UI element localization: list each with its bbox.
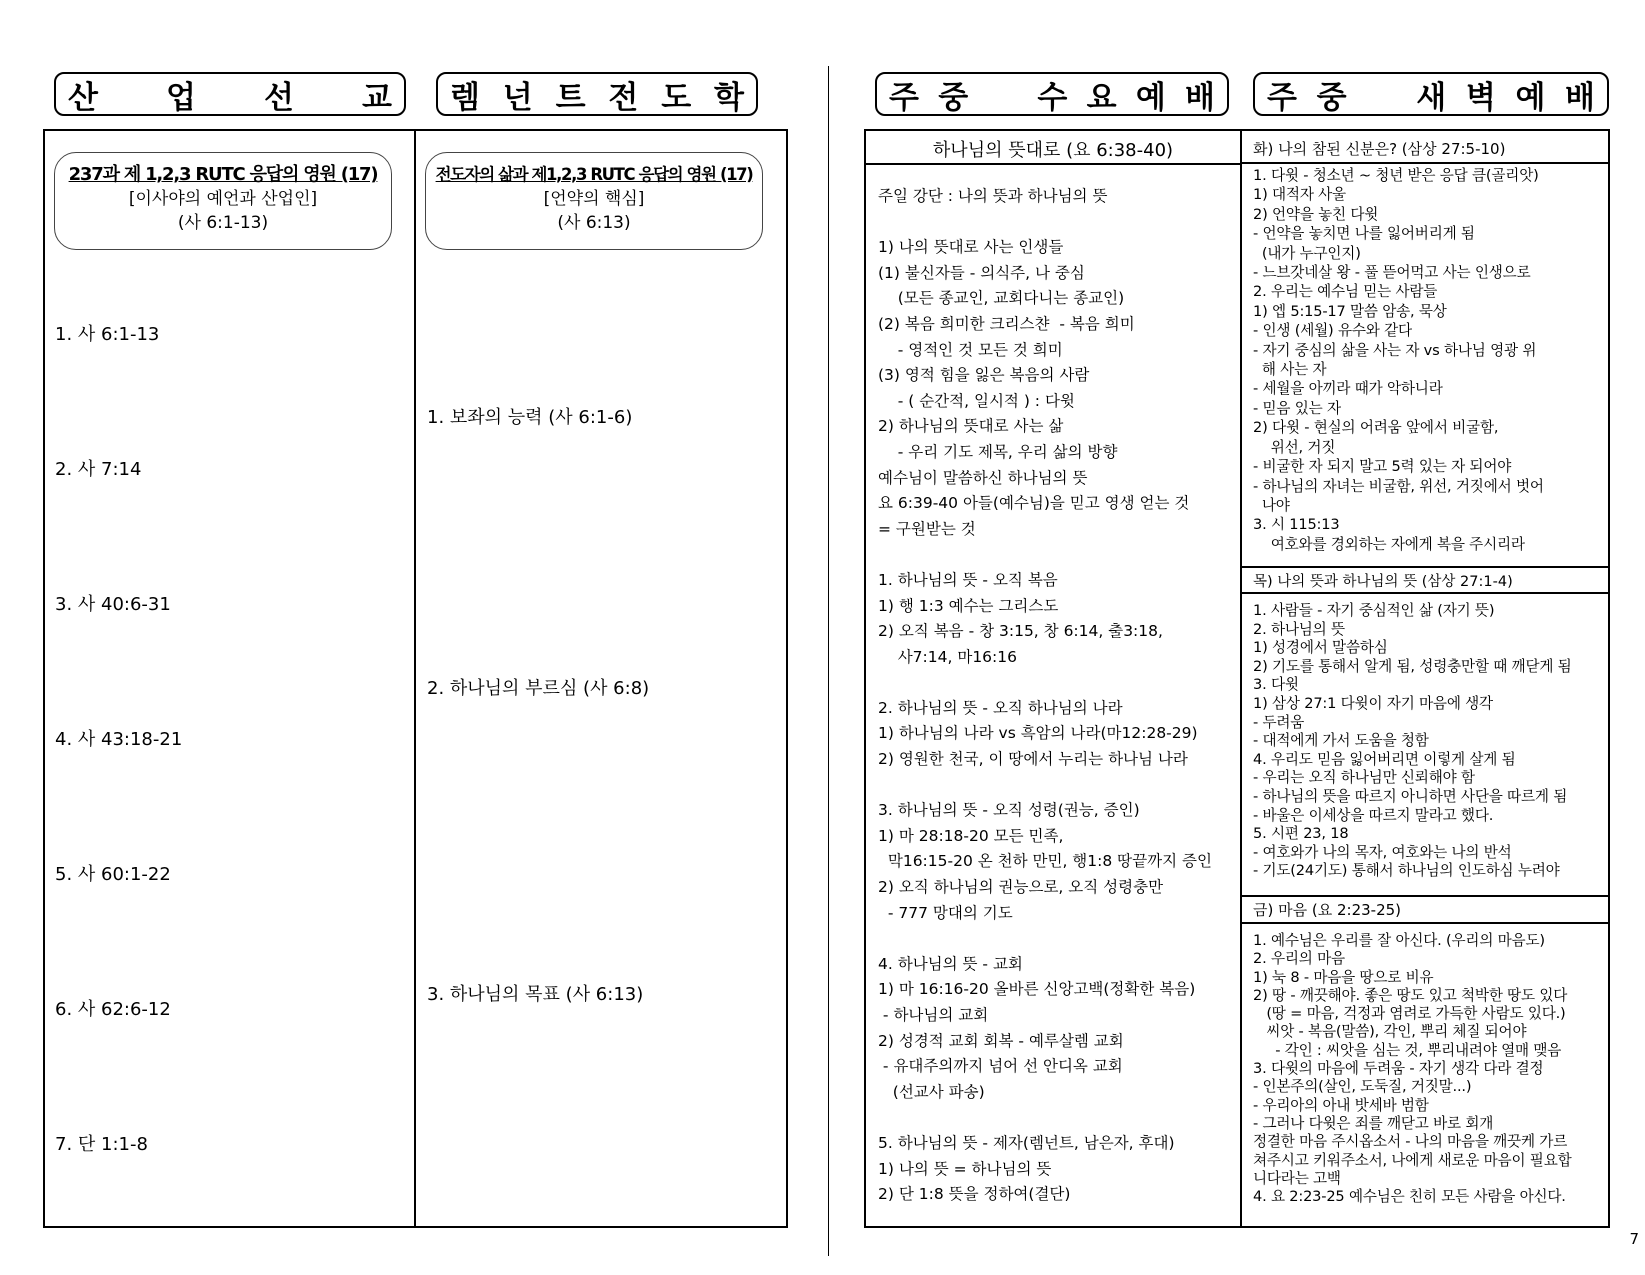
friday-heading: 금) 마음 (요 2:23-25) xyxy=(1253,901,1402,919)
header-remnant-evangelism xyxy=(436,72,758,116)
col1-card-subtitle: [이사야의 예언과 산업인] xyxy=(128,189,318,209)
header-char: 산 xyxy=(68,79,98,116)
friday-body: 1. 예수님은 우리를 잘 아신다. (우리의 마음도) 2. 우리의 마음 1) 눅 8 - 마음을 땅으로 비유 2) 땅 - 깨끗해야. 좋은 땅도 있고 척박한 땅도 있다 (땅 = 마음, 걱정과 염려로 가득한 사람도 있다.) 씨앗 - 복음(말씀), 각인, 뿌리 체질 되어야 - 각인 : 씨앗을 심는 것, 뿌리내려야 열매 맺음 3. 다윗의 마음에 두려움 - 자기 생각 다라 결정 - 인본주의(살인, 도둑질, 거짓말...) - 우리아의 아내 밧세바 범함 - 그러나 다윗은 죄를 깨닫고 바로 회개 정결한 마음 주시옵소서 - 나의 마음을 깨끗케 가르 쳐주시고 키워주소서, 나에게 새로운 마음이 필요합 니다라는 고백 4. 요 2:23-25 예수님은 친히 모든 사람을 아신다. xyxy=(1253,932,1572,1206)
header-char: 전 xyxy=(608,79,639,116)
header-char: 넌 xyxy=(502,79,533,116)
header-char: 벽 xyxy=(1465,79,1496,116)
col1-item: 4. 사 43:18-21 xyxy=(55,729,183,750)
col2-item: 1. 보좌의 능력 (사 6:1-6) xyxy=(427,407,633,428)
tuesday-heading: 화) 나의 참된 신분은? (삼상 27:5-10) xyxy=(1253,140,1506,158)
header-char: 중 xyxy=(938,79,969,116)
col1-card-title: 237과 제 1,2,3 RUTC 응답의 영원 (17) xyxy=(68,164,378,185)
col2-card-reference: (사 6:13) xyxy=(557,213,631,233)
col3-body: 주일 강단 : 나의 뜻과 하나님의 뜻 1) 나의 뜻대로 사는 인생들 (1) 불신자들 - 의식주, 나 중심 (모든 종교인, 교회다니는 종교인) (2) 복음 희미한 크리스챤 - 복음 희미 - 영적인 것 모든 것 희미 (3) 영적 힘을 잃은 복음의 사람 - ( 순간적, 일시적 ) : 다윗 2) 하나님의 뜻대로 사는 삶 - 우리 기도 제목, 우리 삶의 방향 예수님이 말씀하신 하나님의 뜻 요 6:39-40 아들(예수님)을 믿고 영생 얻는 것 = 구원받는 것 1. 하나님의 뜻 - 오직 복음 1) 행 1:3 예수는 그리스도 2) 오직 복음 - 창 3:15, 창 6:14, 출3:18, 사7:14, 마16:16 2. 하나님의 뜻 - 오직 하나님의 나라 1) 하나님의 나라 vs 흑암의 나라(마12:28-29) 2) 영원한 천국, 이 땅에서 누리는 하나님 나라 3. 하나님의 뜻 - 오직 성령(권능, 증인) 1) 마 28:18-20 모든 민족, 막16:15-20 온 천하 만민, 행1:8 땅끝까지 증인 2) 오직 하나님의 권능으로, 오직 성령충만 - 777 망대의 기도 4. 하나님의 뜻 - 교회 1) 마 16:16-20 올바른 신앙고백(정확한 복음) - 하나님의 교회 2) 성경적 교회 회복 - 예루살렘 교회 - 유대주의까지 넘어 선 안디옥 교회 (선교사 파송) 5. 하나님의 뜻 - 제자(렘넌트, 남은자, 후대) 1) 나의 뜻 = 하나님의 뜻 2) 단 1:8 뜻을 정하여(결단) xyxy=(878,187,1212,1204)
page-gutter-line xyxy=(828,66,829,1256)
header-char: 예 xyxy=(1515,79,1546,116)
tuesday-body: 1. 다윗 - 청소년 ~ 청년 받은 응답 큼(골리앗) 1) 대적자 사울 2) 언약을 놓친 다윗 - 언약을 놓치면 나를 잃어버리게 됨 (내가 누구인지) - 느브갓네살 왕 - 풀 뜯어먹고 사는 인생으로 2. 우리는 예수님 믿는 사람들 1) 엡 5:15-17 말씀 암송, 묵상 - 인생 (세월) 유수와 같다 - 자기 중심의 삶을 사는 자 vs 하나님 영광 위 해 사는 자 - 세월을 아끼라 때가 악하니라 - 믿음 있는 자 2) 다윗 - 현실의 어려움 앞에서 비굴함, 위선, 거짓 - 비굴한 자 되지 말고 5력 있는 자 되어야 - 하나님의 자녀는 비굴함, 위선, 거짓에서 벗어 나야 3. 시 115:13 여호와를 경외하는 자에게 복을 주시리라 xyxy=(1253,167,1544,553)
left-column-divider xyxy=(414,129,416,1228)
col2-card-subtitle: [언약의 핵심] xyxy=(543,189,645,209)
header-char: 교 xyxy=(362,79,392,116)
col1-item: 2. 사 7:14 xyxy=(55,459,142,480)
thursday-rule xyxy=(1240,592,1610,594)
header-char: 수 xyxy=(1037,79,1068,116)
header-char: 요 xyxy=(1086,79,1117,116)
page-number: 7 xyxy=(1629,1230,1639,1248)
col2-card-title: 전도자의 삶과 제1,2,3 RUTC 응답의 영원 (17) xyxy=(435,165,753,184)
header-char: 주 xyxy=(889,79,919,116)
header-char: 렘 xyxy=(450,79,480,116)
friday-top-rule xyxy=(1240,895,1610,897)
thursday-top-rule xyxy=(1240,566,1610,568)
col2-title-card xyxy=(425,152,763,250)
col1-item: 6. 사 62:6-12 xyxy=(55,999,171,1020)
header-char: 배 xyxy=(1565,79,1595,116)
header-char: 학 xyxy=(713,79,744,116)
col2-item: 2. 하나님의 부르심 (사 6:8) xyxy=(427,678,650,699)
tuesday-rule xyxy=(1240,162,1610,164)
friday-rule xyxy=(1240,922,1610,924)
col1-item: 5. 사 60:1-22 xyxy=(55,864,171,885)
header-char: 배 xyxy=(1185,79,1215,116)
col3-title: 하나님의 뜻대로 (요 6:38-40) xyxy=(932,140,1174,161)
header-char: 업 xyxy=(166,79,196,116)
col1-title-card xyxy=(54,152,392,250)
col3-title-rule xyxy=(864,163,1240,165)
header-wednesday-service xyxy=(875,72,1229,116)
header-char: 예 xyxy=(1135,79,1166,116)
col1-card-reference: (사 6:1-13) xyxy=(177,213,269,233)
header-char: 새 xyxy=(1416,79,1447,116)
thursday-body: 1. 사람들 - 자기 중심적인 삶 (자기 뜻) 2. 하나님의 뜻 1) 성경에서 말씀하심 2) 기도를 통해서 알게 됨, 성령충만할 때 깨닫게 됨 3. 다윗 1) 삼상 27:1 다윗이 자기 마음에 생각 - 두려움 - 대적에게 가서 도움을 청함 4. 우리도 믿음 잃어버리면 이렇게 살게 됨 - 우리는 오직 하나님만 신뢰해야 함 - 하나님의 뜻을 따르지 아니하면 사단을 따르게 됨 - 바울은 이세상을 따르지 말라고 했다. 5. 시편 23, 18 - 여호와가 나의 목자, 여호와는 나의 반석 - 기도(24기도) 통해서 하나님의 인도하심 누려야 xyxy=(1253,602,1572,880)
header-char: 트 xyxy=(555,79,586,116)
right-column-divider xyxy=(1240,129,1242,1228)
header-industrial-mission xyxy=(54,72,406,116)
col1-item: 3. 사 40:6-31 xyxy=(55,594,171,615)
col2-item: 3. 하나님의 목표 (사 6:13) xyxy=(427,984,644,1005)
col1-item: 7. 단 1:1-8 xyxy=(55,1134,148,1155)
header-char: 선 xyxy=(264,79,294,116)
header-dawn-service xyxy=(1253,72,1609,116)
header-char: 중 xyxy=(1316,79,1347,116)
col1-item: 1. 사 6:1-13 xyxy=(55,324,160,345)
header-char: 도 xyxy=(661,79,692,116)
header-char: 주 xyxy=(1267,79,1297,116)
thursday-heading: 목) 나의 뜻과 하나님의 뜻 (삼상 27:1-4) xyxy=(1253,574,1513,590)
